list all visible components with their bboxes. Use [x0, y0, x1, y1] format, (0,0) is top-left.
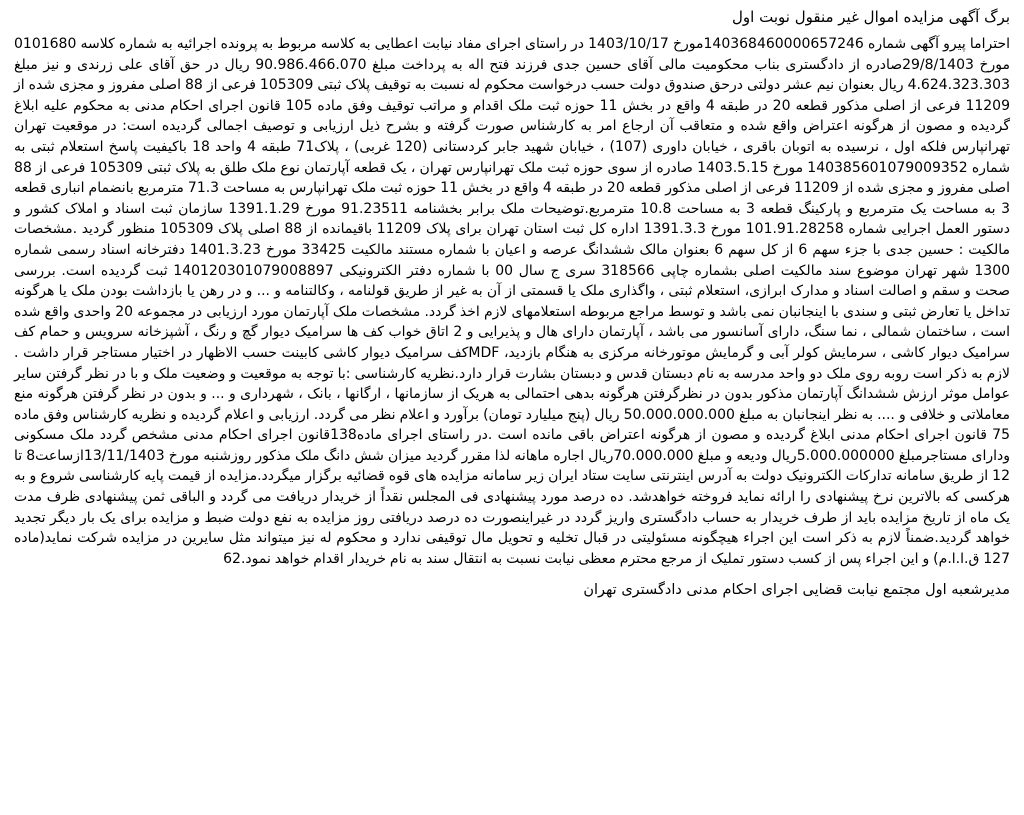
notice-signature: مدیرشعبه اول مجتمع نیابت قضایی اجرای احکام مدنی دادگستری تهران: [583, 582, 1010, 599]
notice-title: برگ آگهی مزایده اموال غیر منقول نوبت اول: [732, 8, 1010, 26]
auction-notice: [14, 6, 1010, 601]
notice-body: احتراما پیرو آگهی شماره 140368460000657246مورخ 1403/10/17 در راستای اجرای مفاد نیابت اعطایی به کلاسه مربوط به پرونده اجرائیه به شماره کلاسه 0101680 مورخ 29/8/1403صادره از دادگستری بناب محکومیت مالی آقای حسین جدی فرزند فتح اله به پرداخت مبلغ 90.986.466.070 ریال در حق آقای علی زرندی و نیز مبلغ 4.624.323.303 ریال بعنوان نیم عشر دولتی درحق صندوق دولت حسب درخواست محکوم له نسبت به توقیف پلاک ثبتی 105309 فرعی از 88 اصلی مفروز و مجزی شده از 11209 فرعی از اصلی مذکور قطعه 20 در طبقه 4 واقع در بخش 11 حوزه ثبت ملک اقدام و مراتب توقیف وفق ماده 105 قانون اجرای احکام مدنی به محکوم علیه ابلاغ گردیده و مصون از هرگونه اعتراض واقع شده و متعاقب آن ارجاع امر به کارشناس صورت گرفته و بشرح ذیل ارزیابی و توصیف اجمالی گردیده است: در موقعیت تهران تهرانپارس فلکه اول ، نرسیده به اتوبان باقری ، خیابان داوری (107) ، خیابان شهید جابر کردستانی (120 غربی) ، پلاک71 طبقه 4 واحد 18 باکیفیت پاسخ استعلام ثبتی به شماره 140385601079009352 مورخ 1403.5.15 صادره از سوی حوزه ثبت ملک تهرانپارس تهران ، یک قطعه آپارتمان نوع ملک طلق به پلاک ثبتی 105309 فرعی از 88 اصلی مفروز و مجزی شده از 11209 فرعی از اصلی مذکور قطعه 20 در طبقه 4 واقع در بخش 11 حوزه ثبت ملک تهرانپارس به مساحت 71.3 مترمربع بانضمام انباری قطعه 3 به مساحت یک مترمربع و پارکینگ قطعه 3 به مساحت 10.8 مترمربع.توضیحات ملک برابر بخشنامه 91.23511 مورخ 1391.1.29 سازمان ثبت اسناد و املاک کشور و دستور العمل اجرایی شماره 101.91.28258 مورخ 1391.3.3 اداره کل ثبت استان تهران برای پلاک 11209 باقیمانده از 88 اصلی پلاک 105309 منظور گردید .مشخصات مالکیت : حسین جدی با جزء سهم 6 از کل سهم 6 بعنوان مالک ششدانگ عرصه و اعیان با شماره مستند مالکیت 33425 مورخ 1401.3.23 دفترخانه اسناد رسمی شماره 1300 شهر تهران موضوع سند مالکیت اصلی بشماره چاپی 318566 سری ج سال 00 با شماره دفتر الکترونیکی 140120301079008897 ثبت گردیده است. بررسی صحت و سقم و اصالت اسناد و مدارک ابرازی، استعلام ثبتی ، واگذاری ملک یا قسمتی از آن به غیر از طریق قولنامه ، وکالتنامه و ... و در رهن یا بازداشت بودن ملک یا هرگونه تداخل یا تعارض ثبتی و سندی با اینجانبان نمی باشد و توسط مراجع مربوطه استعلامهای لازم اخذ گردد. مشخصات ملک آپارتمان مورد ارزیابی در مجموعه 20 واحدی واقع شده است ، ساختمان شمالی ، نما سنگ، دارای آسانسور می باشد ، آپارتمان دارای هال و پذیرایی و 2 اتاق خواب کف ها سرامیک دیوار گچ و رنگ ، آشپزخانه سرویس و حمام کف سرامیک دیوار کاشی ، سرمایش کولر آبی و گرمایش موتورخانه مرکزی به هنگام بازدید، MDFکف سرامیک دیوار کاشی کابینت حسب الاظهار در اختیار مستاجر قرار داشت . لازم به ذکر است روبه روی ملک دو واحد مدرسه به نام دبستان قدس و دبستان بشارت قرار دارد.نظریه کارشناسی :با توجه به موقعیت و وضعیت ملک و با در نظر گرفتن سایر عوامل موثر ارزش ششدانگ آپارتمان مذکور بدون در نظرگرفتن هرگونه بدهی احتمالی به هریک از سازمانها ، ارگانها ، بانک ، شهرداری و ... و بدون در نظر گرفتن هرگونه منع معاملاتی و خلافی و .... به نظر اینجانبان به مبلغ 50.000.000.000 ریال (پنج میلیارد تومان) برآورد و اعلام نظر می گردد. ارزیابی و اعلام گردیده و نظریه کارشناس وفق ماده 75 قانون اجرای احکام مدنی ابلاغ گردیده و مصون از هرگونه اعتراض باقی مانده است .در راستای اجرای ماده138قانون اجرای احکام مدنی مشخص گردد ملک مسکونی ودارای مستاجرمبلغ 5.000.000000ریال ودیعه و مبلغ 70.000.000ریال اجاره ماهانه لذا مقرر گردید میزان شش دانگ ملک مذکور روزشنبه مورخ 13/11/1403ازساعت8 تا 12 از طریق سامانه تدارکات الکترونیک دولت به آدرس اینترنتی سایت ستاد ایران زیر سامانه مزایده های قوه قضائیه برگزار میگردد.مزایده از قیمت پایه کارشناسی شروع و به هرکسی که بالاترین نرخ پیشنهادی را ارائه نماید فروخته خواهدشد. ده درصد مورد پیشنهادی فی المجلس نقداً از خریدار دریافت می گردد و الباقی ثمن پیشنهادی ظرف مدت یک ماه از تاریخ مزایده باید از طرف خریدار به حساب دادگستری واریز گردد در غیراینصورت ده درصد دریافتی روز مزایده به نفع دولت ضبط و مزایده برای یک بار دیگر تجدید خواهد گردید.ضمناً لازم به ذکر است این اجراء هیچگونه مسئولیتی در قبال تخلیه و تحویل مال توقیفی ندارد و محکوم له نیز میتواند مثل سایرین در مزایده شرکت نماید(ماده 127 ق.ا.ا.م) و این اجراء پس از کسب دستور تملیک از مرجع محترم معظی نیابت نسبت به انتقال سند به نام خریدار اقدام خواهد نمود.62: [14, 36, 1011, 567]
